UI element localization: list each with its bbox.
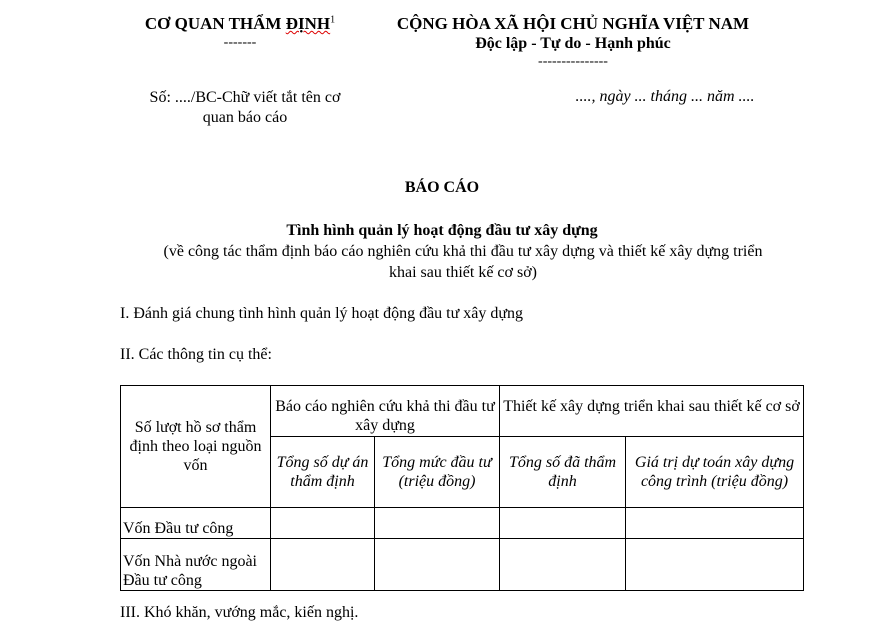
row-label-public-investment: Vốn Đầu tư công (121, 508, 271, 539)
col-header-estimate-value: Giá trị dự toán xây dựng công trình (triệu đồng) (626, 437, 804, 508)
motto: Độc lập - Tự do - Hạnh phúc (475, 35, 671, 52)
group-header-feasibility: Báo cáo nghiên cứu khả thi đầu tư xây dựng (271, 386, 500, 437)
document-note (118, 241, 808, 283)
agency-name (120, 14, 360, 34)
agency-block (120, 14, 360, 52)
table-cell (626, 539, 804, 591)
group-header-design: Thiết kế xây dựng triển khai sau thiết kế cơ sở (500, 386, 804, 437)
col-header-total-investment: Tổng mức đầu tư (triệu đồng) (375, 437, 500, 508)
motto-separator: --------------- (538, 54, 608, 69)
nation-name: CỘNG HÒA XÃ HỘI CHỦ NGHĨA VIỆT NAM (396, 14, 750, 33)
agency-name-flagged: ĐỊNH (285, 14, 331, 33)
section-1-heading: I. Đánh giá chung tình hình quản lý hoạt động đầu tư xây dựng (120, 305, 524, 322)
footnote-marker: 1 (330, 14, 336, 26)
document-title: BÁO CÁO (404, 179, 480, 196)
table-cell (500, 508, 626, 539)
col-header-total-appraised: Tổng số đã thẩm định (500, 437, 626, 508)
table-cell (375, 508, 500, 539)
row-label-state-capital: Vốn Nhà nước ngoài Đầu tư công (121, 539, 271, 591)
section-3-heading: III. Khó khăn, vướng mắc, kiến nghị. (120, 604, 359, 621)
reference-number (120, 88, 370, 128)
document-note-line1: (về công tác thẩm định báo cáo nghiên cứu khả thi đầu tư xây dựng và thiết kế xây dựng triển (163, 243, 763, 260)
nation-block (368, 14, 778, 71)
agency-separator: ------- (223, 35, 257, 50)
statistics-table (120, 385, 804, 591)
agency-name-text: CƠ QUAN THẨM (144, 14, 282, 33)
table-cell (500, 539, 626, 591)
row-header-cell: Số lượt hồ sơ thẩm định theo loại nguồn vốn (121, 386, 271, 508)
date-line: ...., ngày ... tháng ... năm .... (575, 88, 755, 105)
reference-number-line1: Số: ..../BC-Chữ viết tắt tên cơ (149, 89, 341, 106)
table-cell (626, 508, 804, 539)
document-subtitle: Tình hình quản lý hoạt động đầu tư xây dựng (286, 222, 598, 239)
section-2-heading: II. Các thông tin cụ thể: (120, 346, 272, 363)
table-cell (271, 539, 375, 591)
document-note-line2: khai sau thiết kế cơ sở) (389, 264, 537, 281)
col-header-total-projects: Tổng số dự án thẩm định (271, 437, 375, 508)
table-cell (375, 539, 500, 591)
table-cell (271, 508, 375, 539)
reference-number-line2: quan báo cáo (202, 109, 288, 126)
